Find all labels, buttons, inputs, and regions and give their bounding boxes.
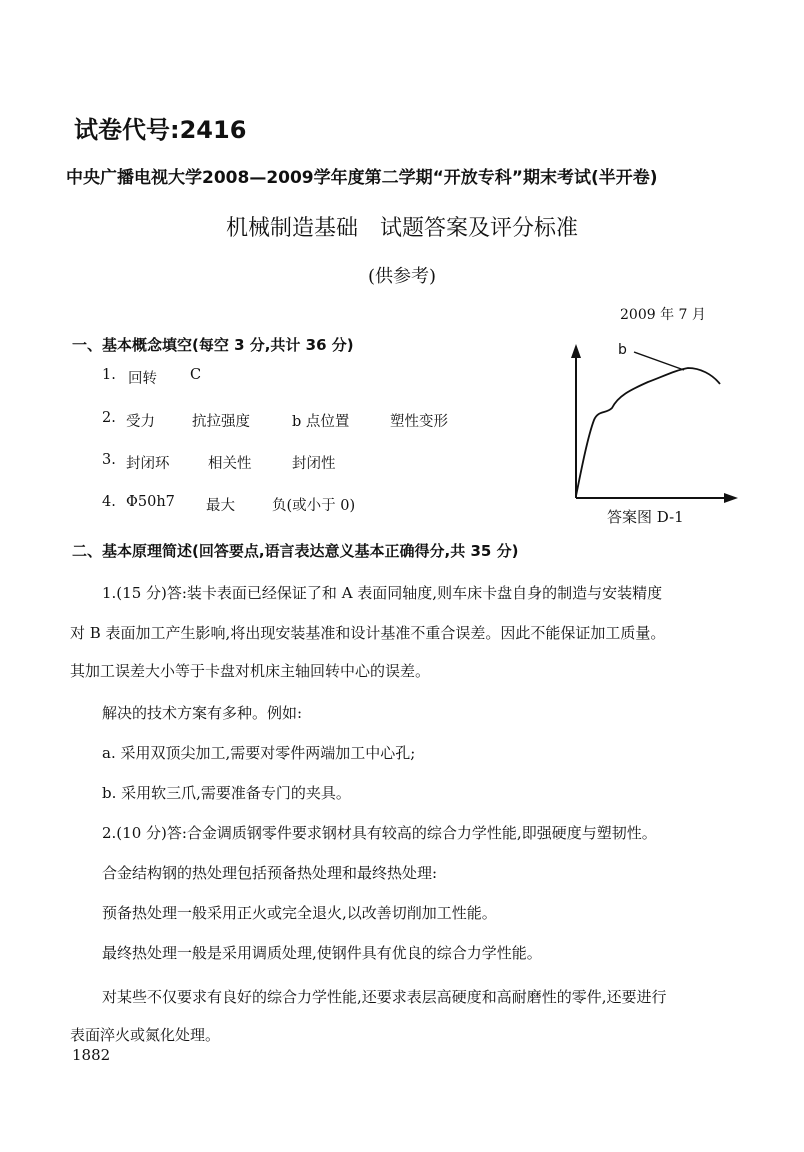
answer-row-num: 1. xyxy=(102,367,116,383)
answer-cell: 封闭性 xyxy=(292,456,336,472)
paragraph-line: 对 B 表面加工产生影响,将出现安装基准和设计基准不重合误差。因此不能保证加工质量。 xyxy=(70,624,666,642)
stress-strain-curve xyxy=(576,368,720,496)
b-point-leader xyxy=(634,352,684,370)
answer-cell: 最大 xyxy=(206,498,235,514)
answer-cell: 负(或小于 0) xyxy=(272,498,356,514)
paragraph-line: 表面淬火或氮化处理。 xyxy=(70,1026,221,1044)
answer-cell: 封闭环 xyxy=(126,456,170,472)
paragraph-line: 对某些不仅要求有良好的综合力学性能,还要求表层高硬度和高耐磨性的零件,还要进行 xyxy=(102,988,667,1006)
answer-row-num: 2. xyxy=(102,410,116,426)
section1-heading: 一、基本概念填空(每空 3 分,共计 36 分) xyxy=(72,336,354,354)
answer-row-4 xyxy=(102,494,522,516)
page-number: 1882 xyxy=(72,1046,111,1064)
paragraph-line: 预备热处理一般采用正火或完全退火,以改善切削加工性能。 xyxy=(102,904,497,922)
paper-code: 试卷代号:2416 xyxy=(74,116,247,144)
university-exam-line: 中央广播电视大学2008—2009学年度第二学期“开放专科”期末考试(半开卷) xyxy=(66,168,658,188)
stress-strain-figure xyxy=(560,336,740,508)
answer-cell: 塑性变形 xyxy=(390,414,448,430)
paragraph-line: 2.(10 分)答:合金调质钢零件要求钢材具有较高的综合力学性能,即强硬度与塑韧性。 xyxy=(102,824,657,842)
answer-row-num: 3. xyxy=(102,452,116,468)
answer-cell: 回转 xyxy=(128,371,157,387)
answer-row-1 xyxy=(102,367,522,389)
answer-cell: C xyxy=(190,367,202,383)
paragraph-line: a. 采用双顶尖加工,需要对零件两端加工中心孔; xyxy=(102,744,416,762)
answer-cell: 受力 xyxy=(126,414,155,430)
answer-cell: b 点位置 xyxy=(292,414,350,430)
figure-caption: 答案图 D-1 xyxy=(607,508,684,526)
x-axis-arrow xyxy=(724,493,738,503)
answer-cell: 相关性 xyxy=(208,456,252,472)
document-title: 机械制造基础 试题答案及评分标准 xyxy=(225,216,578,241)
b-point-label: b xyxy=(618,342,627,358)
paragraph-line: 其加工误差大小等于卡盘对机床主轴回转中心的误差。 xyxy=(70,662,431,680)
answer-row-2 xyxy=(102,410,522,432)
paragraph-line: b. 采用软三爪,需要准备专门的夹具。 xyxy=(102,784,351,802)
paragraph-line: 1.(15 分)答:装卡表面已经保证了和 A 表面同轴度,则车床卡盘自身的制造与安装精度 xyxy=(102,584,663,602)
exam-date: 2009 年 7 月 xyxy=(620,307,706,323)
paragraph-line: 解决的技术方案有多种。例如: xyxy=(102,704,303,722)
answer-cell: Φ50h7 xyxy=(126,494,175,510)
y-axis-arrow xyxy=(571,344,581,358)
answer-row-3 xyxy=(102,452,522,474)
document-subtitle: (供参考) xyxy=(367,266,437,287)
section2-heading: 二、基本原理简述(回答要点,语言表达意义基本正确得分,共 35 分) xyxy=(72,542,519,560)
paragraph-line: 合金结构钢的热处理包括预备热处理和最终热处理: xyxy=(102,864,438,882)
answer-row-num: 4. xyxy=(102,494,116,510)
paragraph-line: 最终热处理一般是采用调质处理,使钢件具有优良的综合力学性能。 xyxy=(102,944,542,962)
answer-cell: 抗拉强度 xyxy=(192,414,250,430)
